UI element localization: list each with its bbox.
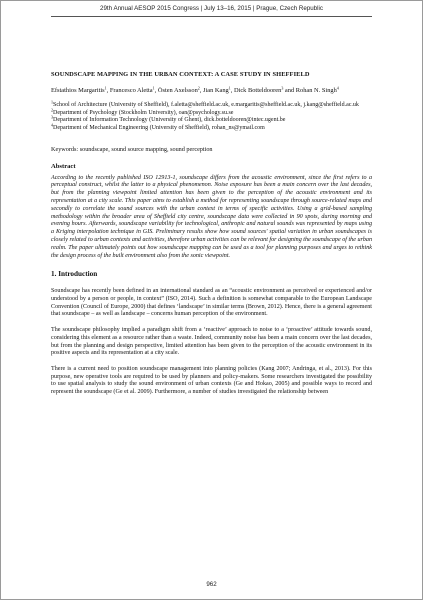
body-paragraph: There is a current need to position soundscape management into planning policies (Kang 2007; Andringa, et al., 2013). For this purpose, new operative tools are required to be used by planners and policy-makers. Some researchers investigated the possibility to use spatial analysis to study the sound environment of urban contexts (Ge and Hokao, 2005) and possible ways to record and represent the soundscape (Ge et al. 2009). Furthermore, a number of studies investigated the relationship between xyxy=(51,365,372,396)
affiliation-text: Department of Information Technology (University of Ghent), dick.botteldooren@intec.ugent.be xyxy=(53,117,286,124)
affiliation-text: School of Architecture (University of Sheffield), f.aletta@sheffield.ac.uk, e.margaritis@sheffield.ac.uk, j.kang@sheffield.ac.uk xyxy=(53,102,359,109)
abstract-text: According to the recently published ISO 12913-1, soundscape differs from the acoustic environment, since the first refers to a perceptual construct, whilst the latter to a physical phenomenon. Noise exposure has been a main concern over the last decades, but from the planning viewpoint limited attention has been given to the perception of the acoustic environment and its representation at a city scale. This paper aims to establish a method for representing soundscape through source-related maps and secondly to correlate the sound sources with the urban context in terms of specific activities. Using a grid-based sampling methodology within the broader area of Sheffield city centre, soundscape data were collected in 90 spots, during morning and evening hours. Afterwards, soundscape variability for technological, anthropic and natural sounds was represented by maps using a Kriging interpolation technique in GIS. Preliminary results show how sound sources' spatial variation in urban soundscapes is closely related to urban contexts and activities, therefore urban activities can be relevant for designing the soundscape of the urban realm. The paper ultimately points out how soundscape mapping can be used as a tool for planning purposes and urges to rethink the design process of the built environment also from the sonic viewpoint. xyxy=(51,174,372,259)
author-name: Efstathios Margaritis xyxy=(51,87,105,94)
author-name: Jian Kang xyxy=(203,87,229,94)
affiliation-text: Department of Mechanical Engineering (University of Sheffield), rohan_ns@ymail.com xyxy=(53,124,265,131)
author-list: Efstathios Margaritis$^1$, Francesco Aletta$^1$, Östen Axelsson$^2$, Jian Kang$^1$, Dick Botteldooren$^3$ and Rohan N. Singh$^4$ xyxy=(51,85,339,94)
page-number: 962 xyxy=(206,581,217,588)
author-affiliation-marker: 3 xyxy=(281,85,284,91)
author-affiliation-marker: 1 xyxy=(104,85,107,91)
abstract-heading: Abstract xyxy=(51,162,76,170)
affiliation-item xyxy=(51,122,372,133)
affiliation-item xyxy=(51,117,372,125)
conference-header: 29th Annual AESOP 2015 Congress | July 13–16, 2015 | Prague, Czech Republic xyxy=(100,5,323,12)
paper-content xyxy=(51,71,372,405)
affiliation-number: 2 xyxy=(51,107,53,113)
affiliation-list xyxy=(51,99,372,132)
author-affiliation-marker: 4 xyxy=(336,85,339,91)
author-affiliation-marker: 1 xyxy=(152,85,155,91)
section-heading: 1. Introduction xyxy=(51,270,98,279)
author-name: Rohan N. Singh xyxy=(295,87,337,94)
author-name: Francesco Aletta xyxy=(109,87,153,94)
author-affiliation-marker: 1 xyxy=(228,85,231,91)
header-divider xyxy=(51,16,372,17)
paper-title: SOUNDSCAPE MAPPING IN THE URBAN CONTEXT: A CASE STUDY IN SHEFFIELD xyxy=(51,71,310,78)
author-affiliation-marker: 2 xyxy=(197,85,200,91)
keywords-line: Keywords: soundscape, sound source mapping, sound perception xyxy=(51,145,213,153)
affiliation-number: 3 xyxy=(51,115,53,120)
body-paragraph: Soundscape has recently been defined in an international standard as an “acoustic environment as perceived or experienced and/or understood by a person or people, in context” (ISO, 2014). Such a definition is somewhat comparable to the European Landscape Convention (Council of Europe, 2000) that defines ‘landscape’ in similar terms (Brown, 2012). Hence, there is a general agreement that soundscape – as well as landscape – concerns human perception of the environment. xyxy=(51,288,372,318)
affiliation-text: Department of Psychology (Stockholm University), oan@psychology.su.se xyxy=(53,109,234,116)
author-name: Östen Axelsson xyxy=(157,87,198,94)
affiliation-number: 1 xyxy=(51,99,53,105)
author-name: Dick Botteldooren xyxy=(233,87,282,94)
body-paragraph: The soundscape philosophy implied a paradigm shift from a ‘reactive’ approach to noise to a ‘proactive’ attitude towards sound, considering this element as a resource rather than a waste. Indeed, community noise has been a main concern over the last decades, but from the planning and design perspective, limited attention has been given to the perception of the acoustic environment in its positive aspects and its representation at a city scale. xyxy=(51,327,372,357)
affiliation-number: 4 xyxy=(51,122,53,128)
